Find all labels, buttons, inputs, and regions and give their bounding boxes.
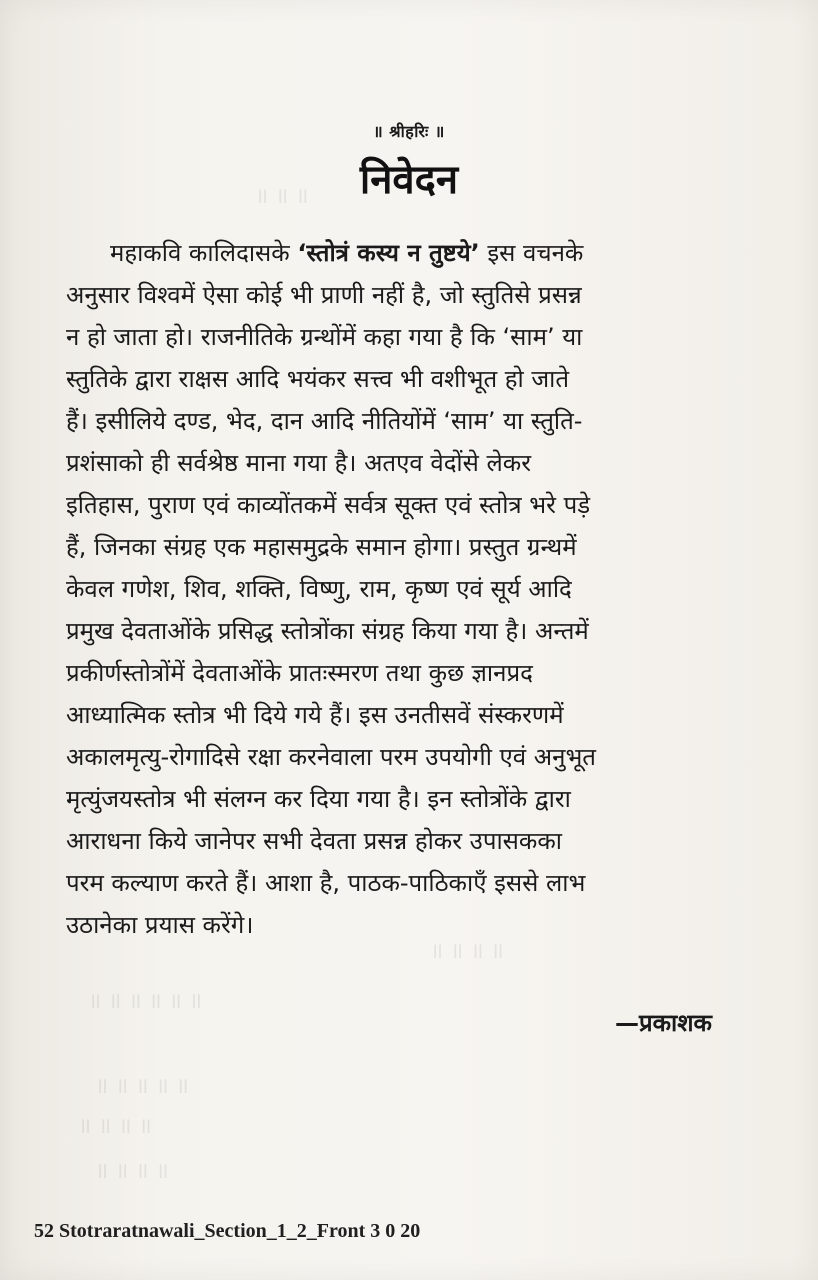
- body-line-12: आध्यात्मिक स्तोत्र भी दिये गये हैं। इस उनतीसवें संस्करणमें: [66, 701, 564, 729]
- body-line-1-quote: ‘स्तोत्रं कस्य न तुष्टये’: [297, 239, 480, 267]
- body-line-10: प्रमुख देवताओंके प्रसिद्ध स्तोत्रोंका संग्रह किया गया है। अन्तमें: [66, 617, 589, 645]
- footer-file-label: 52 Stotraratnawali_Section_1_2_Front 3 0 20: [34, 1220, 421, 1242]
- body-line-17: उठानेका प्रयास करेंगे।: [66, 911, 254, 939]
- body-line-15: आराधना किये जानेपर सभी देवता प्रसन्न होकर उपासकका: [66, 827, 562, 855]
- page-title: निवेदन: [359, 157, 459, 203]
- body-line-16: परम कल्याण करते हैं। आशा है, पाठक-पाठिकाएँ इससे लाभ: [66, 869, 586, 897]
- body-line-5: हैं। इसीलिये दण्ड, भेद, दान आदि नीतियोंमें ‘साम’ या स्तुति-: [66, 407, 583, 435]
- body-line-4: स्तुतिके द्वारा राक्षस आदि भयंकर सत्त्व भी वशीभूत हो जाते: [66, 365, 570, 393]
- body-line-11: प्रकीर्णस्तोत्रोंमें देवताओंके प्रातःस्मरण तथा कुछ ज्ञानप्रद: [66, 659, 533, 687]
- body-line-8: हैं, जिनका संग्रह एक महासमुद्रके समान होगा। प्रस्तुत ग्रन्थमें: [66, 533, 577, 561]
- bleed-through-text: ॥ ॥ ॥ ॥: [78, 1114, 152, 1139]
- body-text: [66, 232, 748, 946]
- publisher-signature: —प्रकाशक: [614, 1009, 712, 1037]
- body-line-1: [66, 232, 748, 274]
- bleed-through-text: ॥ ॥ ॥ ॥: [95, 1159, 169, 1184]
- body-line-2: अनुसार विश्वमें ऐसा कोई भी प्राणी नहीं है, जो स्तुतिसे प्रसन्न: [66, 281, 582, 309]
- bleed-through-text: ॥ ॥ ॥ ॥ ॥: [95, 1074, 189, 1099]
- bleed-through-text: ॥ ॥ ॥ ॥: [430, 939, 504, 964]
- body-line-3: न हो जाता हो। राजनीतिके ग्रन्थोंमें कहा गया है कि ‘साम’ या: [66, 323, 583, 351]
- body-line-1-suffix: इस वचनके: [479, 239, 584, 267]
- bleed-through-text: ॥ ॥ ॥: [255, 184, 309, 209]
- body-line-7: इतिहास, पुराण एवं काव्योंतकमें सर्वत्र सूक्त एवं स्तोत्र भरे पड़े: [66, 491, 591, 519]
- bleed-through-text: ॥ ॥ ॥ ॥ ॥ ॥: [88, 989, 203, 1014]
- body-line-14: मृत्युंजयस्तोत्र भी संलग्न कर दिया गया है। इन स्तोत्रोंके द्वारा: [66, 785, 571, 813]
- invocation-mark: ॥ श्रीहरिः ॥: [373, 122, 445, 141]
- body-line-9: केवल गणेश, शिव, शक्ति, विष्णु, राम, कृष्ण एवं सूर्य आदि: [66, 575, 572, 603]
- body-line-13: अकालमृत्यु-रोगादिसे रक्षा करनेवाला परम उपयोगी एवं अनुभूत: [66, 743, 596, 771]
- body-line-1-prefix: महाकवि कालिदासके: [110, 239, 298, 267]
- body-line-6: प्रशंसाको ही सर्वश्रेष्ठ माना गया है। अतएव वेदोंसे लेकर: [66, 449, 532, 477]
